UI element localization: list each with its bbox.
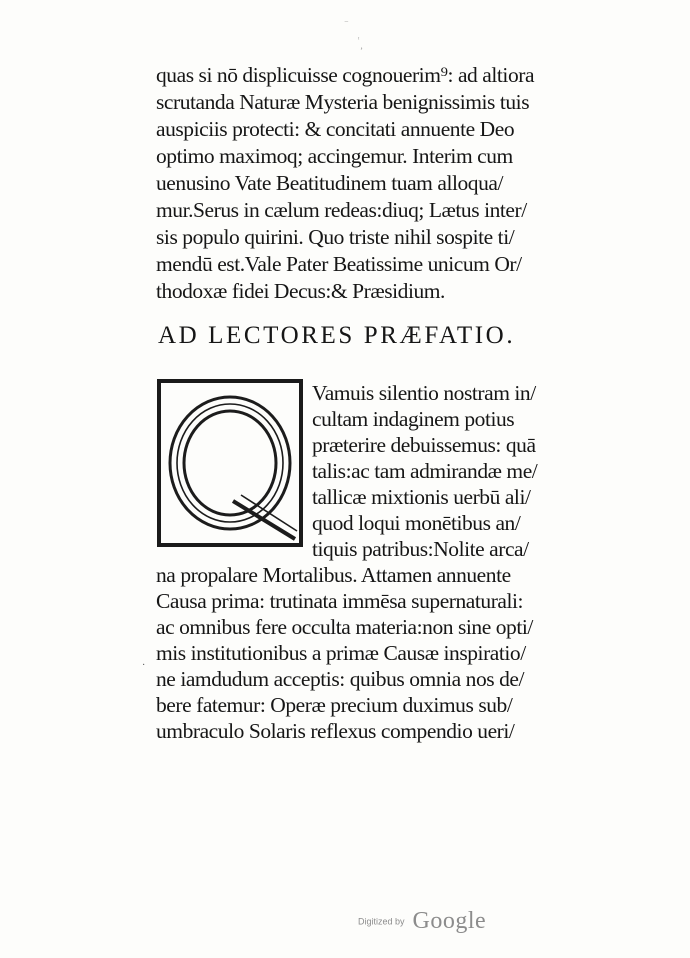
text-line: scrutanda Naturæ Mysteria benignissimis tuis <box>156 90 530 114</box>
text-line: mendū est.Vale Pater Beatissime unicum Or/ <box>156 252 522 276</box>
text-line: auspiciis protecti: & concitati annuente Deo <box>156 117 515 141</box>
initial-letter <box>171 389 278 537</box>
watermark-prefix: Digitized by <box>358 916 405 927</box>
text-line: sis populo quirini. Quo triste nihil sospite ti/ <box>156 225 515 249</box>
dedication-text <box>156 62 576 305</box>
text-line: optimo maximoq; accingemur. Interim cum <box>156 144 513 168</box>
text-line: tallicæ mixtionis uerbū ali/ <box>312 485 531 509</box>
body-text <box>156 562 586 744</box>
text-line: tiquis patribus:Nolite arca/ <box>312 537 529 561</box>
text-line: Causa prima: trutinata immēsa supernaturali: <box>156 589 524 613</box>
text-line: ac omnibus fere occulta materia:non sine opti/ <box>156 615 533 639</box>
text-line: cultam indaginem potius <box>312 407 515 431</box>
text-line: umbraculo Solaris reflexus compendio ueri/ <box>156 719 515 743</box>
text-line: mis institutionibus a primæ Causæ inspiratio/ <box>156 641 526 665</box>
google-logo: Google <box>412 908 487 934</box>
text-line: mur.Serus in cælum redeas:diuq; Lætus inter/ <box>156 198 527 222</box>
margin-dot: · <box>142 660 146 671</box>
initial-wrap-text <box>312 380 582 562</box>
text-line: ne iamdudum acceptis: quibus omnia nos de/ <box>156 667 525 691</box>
decorated-initial <box>157 379 303 547</box>
text-line: quod loqui monētibus an/ <box>312 511 521 535</box>
text-line: præterire debuissemus: quā <box>312 433 536 457</box>
section-heading: AD LECTORES PRÆFATIO. <box>158 322 516 349</box>
text-line: bere fatemur: Operæ precium duximus sub/ <box>156 693 513 717</box>
text-line: quas si nō displicuisse cognouerim⁹: ad altiora <box>156 63 535 87</box>
digitized-watermark <box>358 908 486 935</box>
margin-mark: ᶦ <box>358 34 360 44</box>
margin-marks <box>338 18 388 62</box>
text-line: thodoxæ fidei Decus:& Præsidium. <box>156 279 445 303</box>
text-line: uenusino Vate Beatitudinem tuam alloqua/ <box>156 171 504 195</box>
text-line: na propalare Mortalibus. Attamen annuente <box>156 563 511 587</box>
text-line: Vamuis silentio nostram in/ <box>312 381 536 405</box>
margin-mark: ⁻ <box>344 18 349 28</box>
margin-mark: ʼ <box>360 46 363 56</box>
text-line: talis:ac tam admirandæ me/ <box>312 459 538 483</box>
